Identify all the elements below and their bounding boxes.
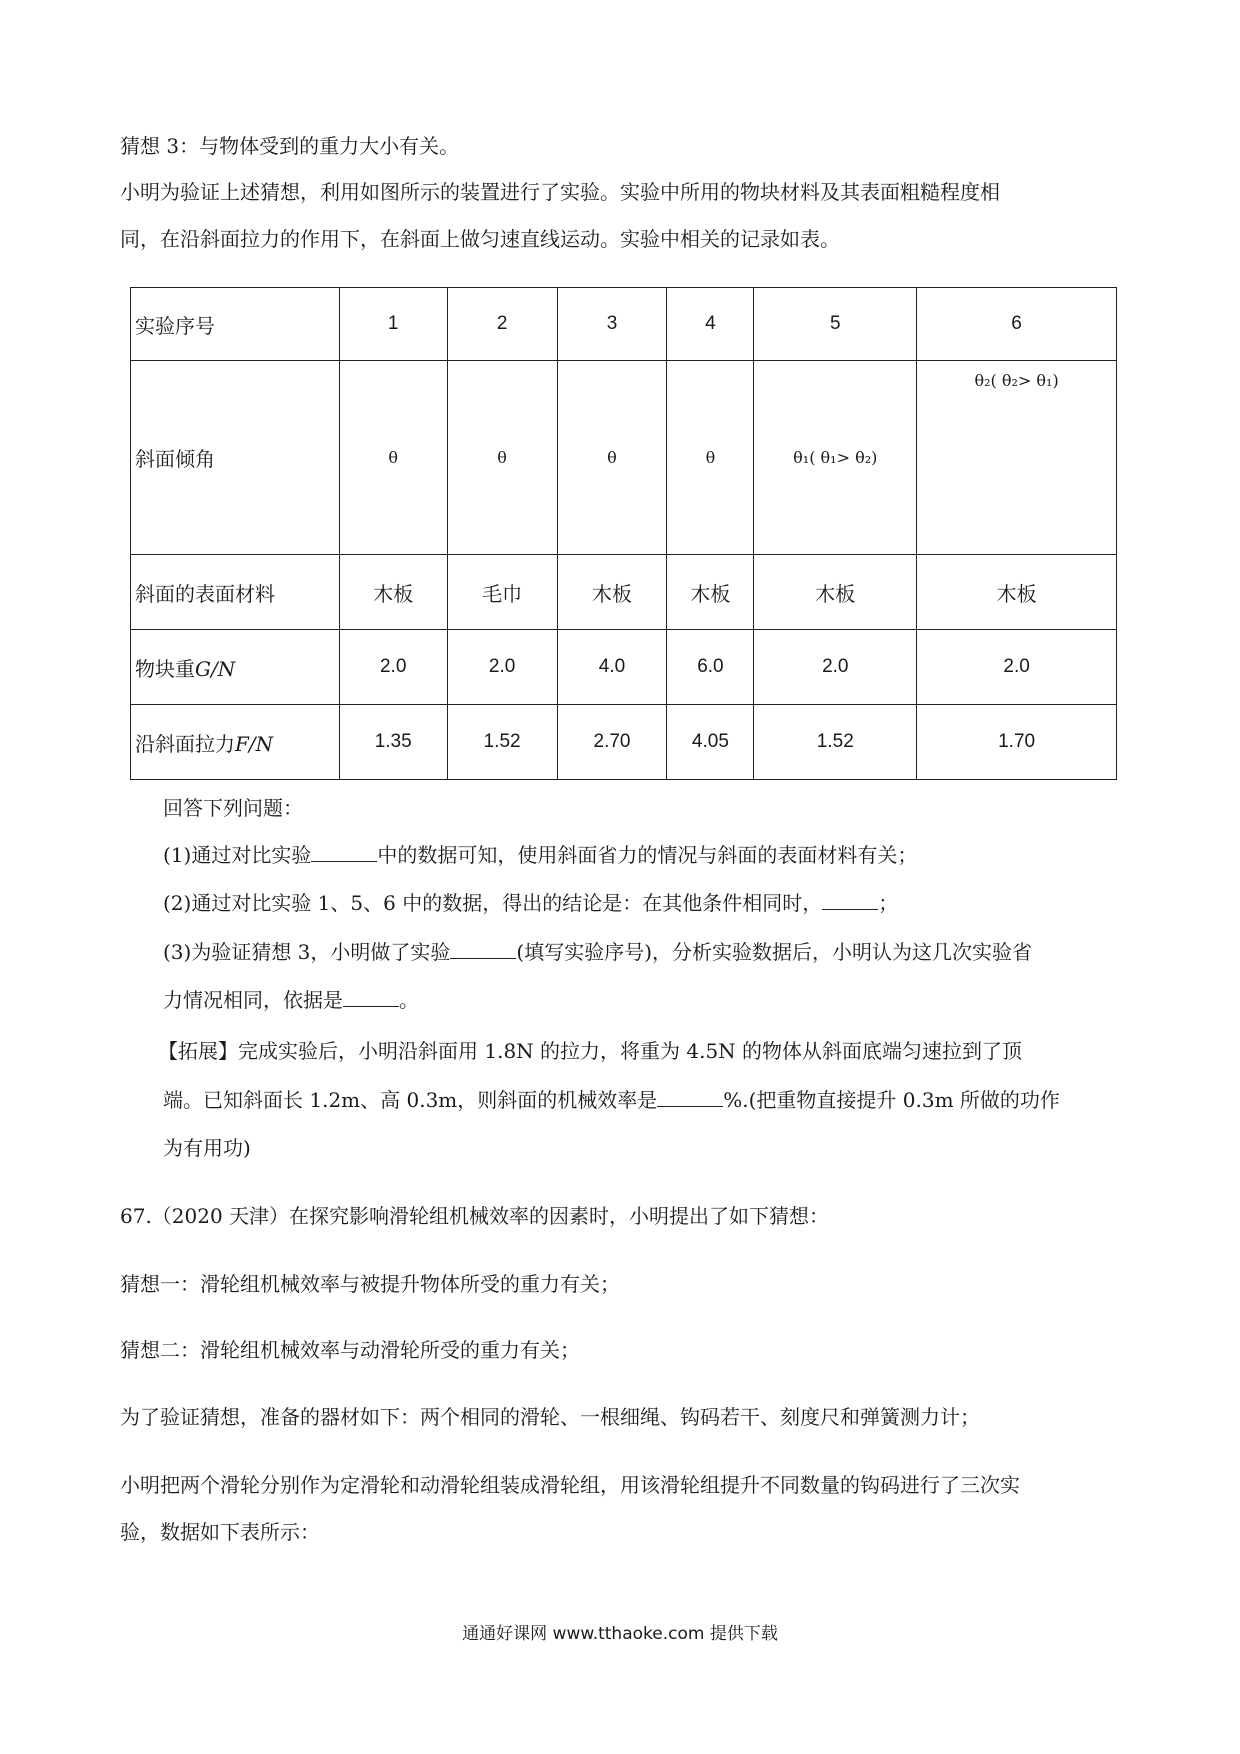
table-row-pull bbox=[131, 705, 1117, 780]
answer-blank[interactable] bbox=[343, 988, 399, 1007]
table-cell: θ₂( θ₂> θ₁) bbox=[917, 361, 1117, 555]
table-cell: 3 bbox=[557, 288, 667, 361]
extension-line-1: 【拓展】完成实验后，小明沿斜面用 1.8N 的拉力，将重为 4.5N 的物体从斜面底端匀速拉到了顶 bbox=[158, 1039, 1023, 1063]
table-cell: 2 bbox=[447, 288, 557, 361]
table-cell: 1.35 bbox=[339, 705, 447, 780]
table-cell: 木板 bbox=[667, 555, 754, 630]
intro-line-2: 同，在沿斜面拉力的作用下，在斜面上做匀速直线运动。实验中相关的记录如表。 bbox=[120, 227, 840, 251]
questions-intro: 回答下列问题： bbox=[163, 796, 303, 820]
setup-line-1: 小明把两个滑轮分别作为定滑轮和动滑轮组装成滑轮组，用该滑轮组提升不同数量的钩码进行了三次实 bbox=[120, 1473, 1020, 1497]
row-label: 沿斜面拉力F/N bbox=[131, 705, 340, 780]
table-cell: 毛巾 bbox=[447, 555, 557, 630]
table-cell: 木板 bbox=[557, 555, 667, 630]
table-cell: 2.70 bbox=[557, 705, 667, 780]
table-cell: 2.0 bbox=[754, 630, 917, 705]
guess-3: 猜想 3：与物体受到的重力大小有关。 bbox=[120, 134, 460, 158]
table-row-material bbox=[131, 555, 1117, 630]
table-cell: 1.52 bbox=[754, 705, 917, 780]
row-label: 物块重G/N bbox=[131, 630, 340, 705]
table-cell: 2.0 bbox=[917, 630, 1117, 705]
question-3: (3)为验证猜想 3，小明做了实验 (填写实验序号)，分析实验数据后，小明认为这几次实验省 bbox=[163, 940, 1033, 964]
table-row-header bbox=[131, 288, 1117, 361]
table-cell: θ bbox=[339, 361, 447, 555]
table-row-angle bbox=[131, 361, 1117, 555]
equipment: 为了验证猜想，准备的器材如下：两个相同的滑轮、一根细绳、钩码若干、刻度尺和弹簧测力计； bbox=[120, 1405, 980, 1429]
table-cell: 1.70 bbox=[917, 705, 1117, 780]
answer-blank[interactable] bbox=[450, 940, 516, 959]
unit: G/N bbox=[195, 656, 236, 681]
setup-line-2: 验，数据如下表所示： bbox=[120, 1520, 320, 1544]
table-cell: θ₁( θ₁> θ₂) bbox=[754, 361, 917, 555]
guess-2: 猜想二：滑轮组机械效率与动滑轮所受的重力有关； bbox=[120, 1338, 580, 1362]
answer-blank[interactable] bbox=[822, 891, 878, 910]
answer-blank[interactable] bbox=[657, 1088, 723, 1107]
table-cell: θ bbox=[447, 361, 557, 555]
page-footer: 通通好课网 www.tthaoke.com 提供下载 bbox=[462, 1624, 778, 1644]
row-label: 实验序号 bbox=[131, 288, 340, 361]
table-cell: 2.0 bbox=[339, 630, 447, 705]
experiment-table bbox=[130, 287, 1117, 780]
table-cell: θ bbox=[667, 361, 754, 555]
question-3-cont: 力情况相同，依据是 。 bbox=[163, 988, 419, 1012]
table-cell: 6 bbox=[917, 288, 1117, 361]
intro-line-1: 小明为验证上述猜想，利用如图所示的装置进行了实验。实验中所用的物块材料及其表面粗糙程度相 bbox=[120, 180, 1000, 204]
table-cell: 1.52 bbox=[447, 705, 557, 780]
guess-1: 猜想一：滑轮组机械效率与被提升物体所受的重力有关； bbox=[120, 1272, 620, 1296]
table-cell: 木板 bbox=[754, 555, 917, 630]
row-label: 斜面的表面材料 bbox=[131, 555, 340, 630]
row-label: 斜面倾角 bbox=[131, 361, 340, 555]
table-cell: 4.0 bbox=[557, 630, 667, 705]
table-cell: 4 bbox=[667, 288, 754, 361]
table-cell: 6.0 bbox=[667, 630, 754, 705]
unit: F/N bbox=[235, 731, 274, 756]
table-cell: 2.0 bbox=[447, 630, 557, 705]
problem-67-title: 67.（2020 天津）在探究影响滑轮组机械效率的因素时，小明提出了如下猜想： bbox=[120, 1204, 830, 1228]
table-cell: 4.05 bbox=[667, 705, 754, 780]
answer-blank[interactable] bbox=[311, 843, 377, 862]
table-row-weight bbox=[131, 630, 1117, 705]
question-1: (1)通过对比实验 中的数据可知，使用斜面省力的情况与斜面的表面材料有关； bbox=[163, 843, 918, 867]
table-cell: θ bbox=[557, 361, 667, 555]
extension-line-3: 为有用功) bbox=[163, 1136, 251, 1160]
table-cell: 木板 bbox=[917, 555, 1117, 630]
table-cell: 1 bbox=[339, 288, 447, 361]
question-2: (2)通过对比实验 1、5、6 中的数据，得出的结论是：在其他条件相同时， ； bbox=[163, 891, 899, 915]
table-cell: 5 bbox=[754, 288, 917, 361]
extension-line-2: 端。已知斜面长 1.2m、高 0.3m，则斜面的机械效率是 %.(把重物直接提升 0.3m 所做的功作 bbox=[163, 1088, 1060, 1112]
table-cell: 木板 bbox=[339, 555, 447, 630]
